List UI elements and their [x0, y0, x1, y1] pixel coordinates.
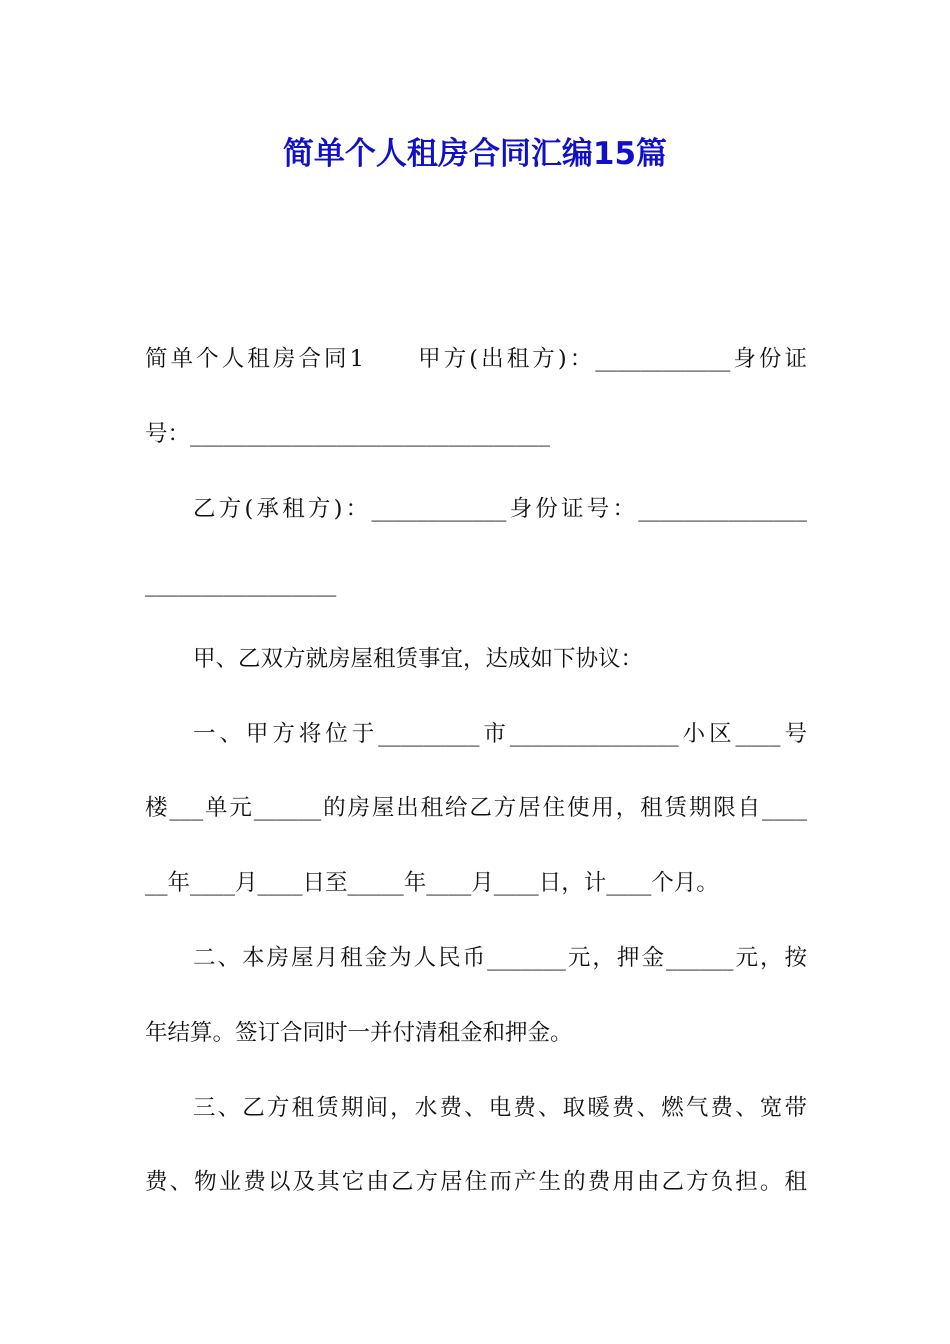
paragraph-line: 一、甲方将位于_________市_______________小区____号: [193, 721, 807, 747]
paragraph-line: 三、乙方租赁期间，水费、电费、取暖费、燃气费、宽带: [193, 1095, 807, 1121]
paragraph-line: __年____月____日至_____年____月____日，计____个月。: [145, 870, 719, 896]
paragraph-line: 简单个人租房合同1 甲方(出租方)：____________身份证: [145, 346, 807, 372]
document-title: 简单个人租房合同汇编15篇: [282, 136, 668, 172]
paragraph-line: 甲、乙双方就房屋租赁事宜，达成如下协议：: [193, 646, 644, 672]
paragraph-line: _________________: [145, 571, 337, 597]
paragraph-line: 费、物业费以及其它由乙方居住而产生的费用由乙方负担。租: [145, 1169, 807, 1195]
paragraph-line: 年结算。签订合同时一并付清租金和押金。: [145, 1020, 573, 1046]
paragraph-line: 楼___单元______的房屋出租给乙方居住使用，租赁期限自____: [145, 795, 807, 821]
paragraph-line: 乙方(承租方)：____________身份证号：_______________: [193, 496, 807, 522]
paragraph-line: 二、本房屋月租金为人民币_______元，押金______元，按: [193, 945, 807, 971]
paragraph-line: 号：________________________________: [145, 421, 551, 447]
